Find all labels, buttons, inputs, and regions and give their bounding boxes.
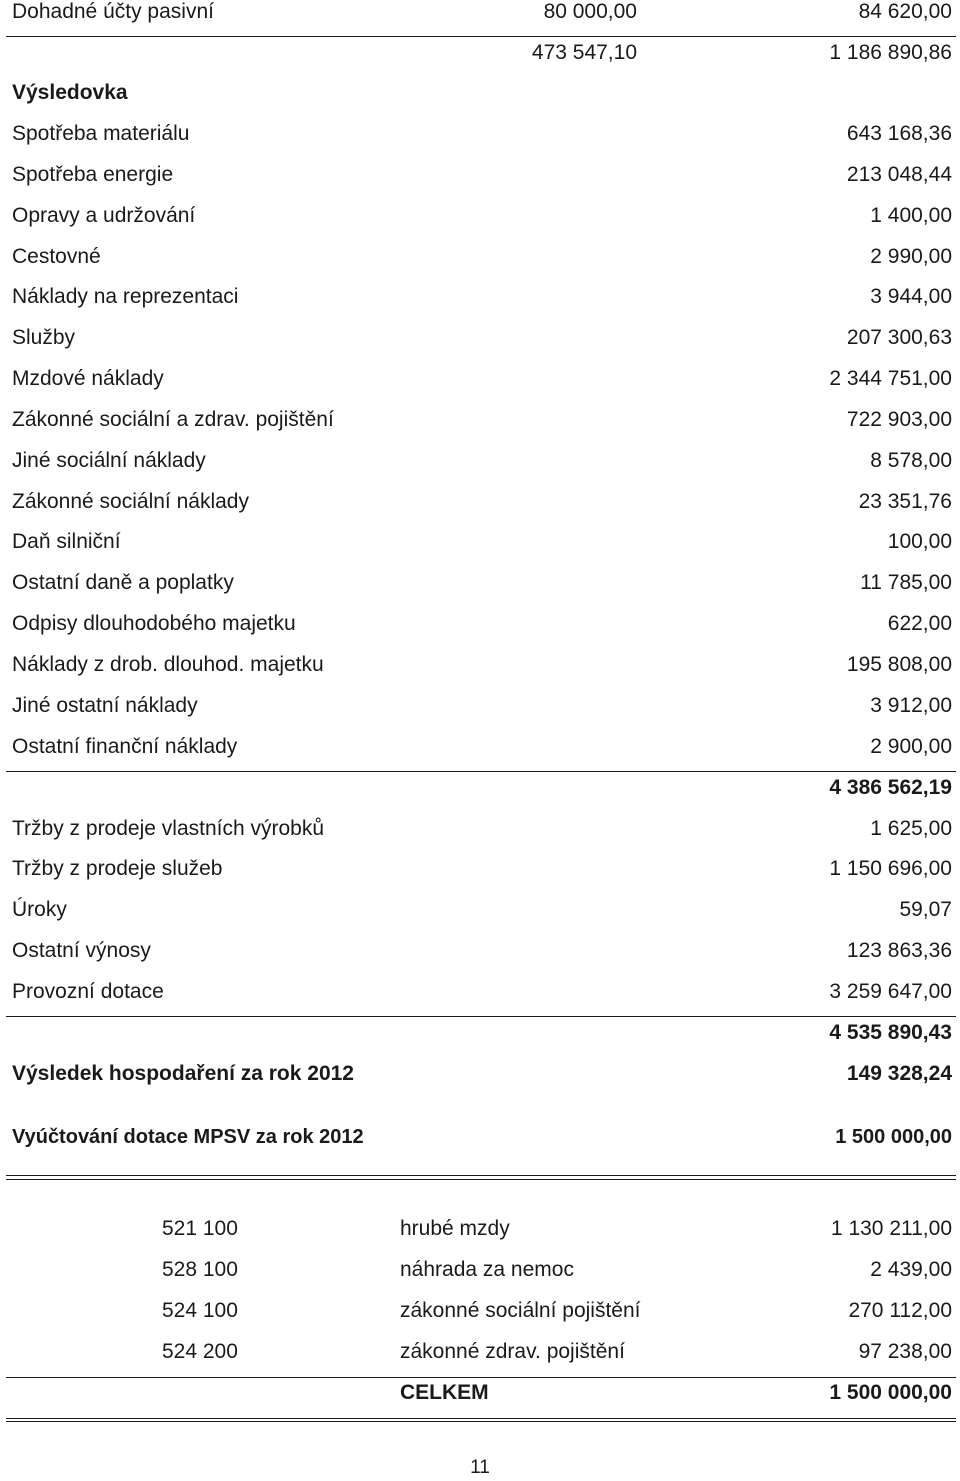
account-name: zákonné zdrav. pojištění [400, 1340, 625, 1363]
mpsv-row [12, 1122, 952, 1152]
cost-value: 100,00 [887, 530, 952, 553]
table-row [0, 1296, 952, 1326]
cost-label: Náklady z drob. dlouhod. majetku [12, 653, 324, 676]
table-total-row [0, 1378, 952, 1408]
cost-label: Ostatní daně a poplatky [12, 571, 234, 594]
revenues-total-row [12, 1018, 952, 1048]
cost-row [12, 691, 952, 721]
cost-row [12, 282, 952, 312]
cost-row [12, 364, 952, 394]
revenue-label: Tržby z prodeje vlastních výrobků [12, 817, 325, 840]
cost-value: 3 944,00 [870, 285, 952, 308]
account-amount: 2 439,00 [870, 1258, 952, 1281]
double-rule-bottom [6, 1421, 956, 1422]
account-amount: 97 238,00 [858, 1340, 952, 1363]
account-number: 524 200 [162, 1340, 238, 1363]
cost-row [12, 527, 952, 557]
table-row [0, 1337, 952, 1367]
revenue-value: 3 259 647,00 [829, 980, 952, 1003]
cost-value: 622,00 [887, 612, 952, 635]
heading-vysledovka: Výsledovka [12, 81, 128, 104]
cost-row [12, 405, 952, 435]
cost-label: Zákonné sociální náklady [12, 490, 249, 513]
cost-value: 8 578,00 [870, 449, 952, 472]
revenue-label: Ostatní výnosy [12, 939, 151, 962]
cost-label: Mzdové náklady [12, 367, 164, 390]
cost-label: Daň silniční [12, 530, 121, 553]
cost-value: 2 990,00 [870, 245, 952, 268]
page-number: 11 [470, 1457, 490, 1478]
revenue-value: 1 150 696,00 [829, 857, 952, 880]
cost-row [12, 160, 952, 190]
cost-row [12, 609, 952, 639]
total-previous: 473 547,10 [531, 41, 637, 64]
double-rule-top [6, 1175, 956, 1176]
cost-row [12, 201, 952, 231]
cost-label: Jiné ostatní náklady [12, 694, 198, 717]
row-balance-totals [12, 38, 952, 68]
revenue-label: Tržby z prodeje služeb [12, 857, 223, 880]
cost-label: Služby [12, 326, 76, 349]
row-value-previous: 80 000,00 [543, 0, 637, 23]
account-number: 521 100 [162, 1217, 238, 1240]
row-label: Dohadné účty pasivní [12, 0, 214, 23]
divider-line [6, 771, 956, 772]
revenue-row [12, 814, 952, 844]
cost-label: Náklady na reprezentaci [12, 285, 239, 308]
costs-total: 4 386 562,19 [829, 776, 952, 799]
cost-label: Spotřeba energie [12, 163, 174, 186]
table-row [0, 1214, 952, 1244]
account-number: 524 100 [162, 1299, 238, 1322]
cost-row [12, 242, 952, 272]
account-amount: 1 130 211,00 [830, 1217, 952, 1240]
revenues-total: 4 535 890,43 [829, 1021, 952, 1044]
cost-row [12, 732, 952, 762]
total-amount: 1 500 000,00 [829, 1381, 952, 1404]
mpsv-label: Vyúčtování dotace MPSV za rok 2012 [12, 1126, 364, 1148]
cost-label: Ostatní finanční náklady [12, 735, 238, 758]
costs-total-row [12, 773, 952, 803]
cost-label: Odpisy dlouhodobého majetku [12, 612, 296, 635]
revenue-row [12, 895, 952, 925]
total-current: 1 186 890,86 [829, 41, 952, 64]
cost-value: 2 900,00 [870, 735, 952, 758]
result-label: Výsledek hospodaření za rok 2012 [12, 1062, 354, 1085]
account-amount: 270 112,00 [848, 1299, 952, 1322]
cost-row [12, 487, 952, 517]
cost-row [12, 119, 952, 149]
divider-line [6, 36, 956, 37]
divider-line [6, 1016, 956, 1017]
result-row [12, 1059, 952, 1089]
cost-value: 643 168,36 [846, 122, 952, 145]
revenue-label: Úroky [12, 898, 67, 921]
account-name: náhrada za nemoc [400, 1258, 574, 1281]
cost-row [12, 323, 952, 353]
cost-value: 722 903,00 [846, 408, 952, 431]
cost-value: 11 785,00 [860, 571, 952, 594]
cost-value: 2 344 751,00 [829, 367, 952, 390]
cost-value: 1 400,00 [870, 204, 952, 227]
cost-value: 207 300,63 [846, 326, 952, 349]
account-number: 528 100 [162, 1258, 238, 1281]
row-dohadne-ucty [12, 0, 952, 27]
table-row [0, 1255, 952, 1285]
revenue-value: 59,07 [899, 898, 952, 921]
result-value: 149 328,24 [846, 1062, 952, 1085]
cost-label: Cestovné [12, 245, 101, 268]
account-name: hrubé mzdy [400, 1217, 510, 1240]
cost-label: Jiné sociální náklady [12, 449, 206, 472]
cost-value: 3 912,00 [870, 694, 952, 717]
revenue-value: 123 863,36 [846, 939, 952, 962]
cost-label: Opravy a udržování [12, 204, 196, 227]
cost-value: 195 808,00 [846, 653, 952, 676]
row-value-current: 84 620,00 [858, 0, 952, 23]
cost-value: 23 351,76 [858, 490, 952, 513]
revenue-row [12, 936, 952, 966]
double-rule-bottom [6, 1179, 956, 1180]
mpsv-value: 1 500 000,00 [835, 1126, 952, 1148]
total-label: CELKEM [400, 1381, 489, 1404]
cost-row [12, 650, 952, 680]
section-heading [12, 78, 952, 108]
revenue-row [12, 854, 952, 884]
double-rule-top [6, 1418, 956, 1419]
revenue-row [12, 977, 952, 1007]
cost-row [12, 446, 952, 476]
revenue-label: Provozní dotace [12, 980, 164, 1003]
cost-value: 213 048,44 [846, 163, 952, 186]
account-name: zákonné sociální pojištění [400, 1299, 641, 1322]
cost-label: Zákonné sociální a zdrav. pojištění [12, 408, 334, 431]
revenue-value: 1 625,00 [870, 817, 952, 840]
cost-label: Spotřeba materiálu [12, 122, 190, 145]
cost-row [12, 568, 952, 598]
